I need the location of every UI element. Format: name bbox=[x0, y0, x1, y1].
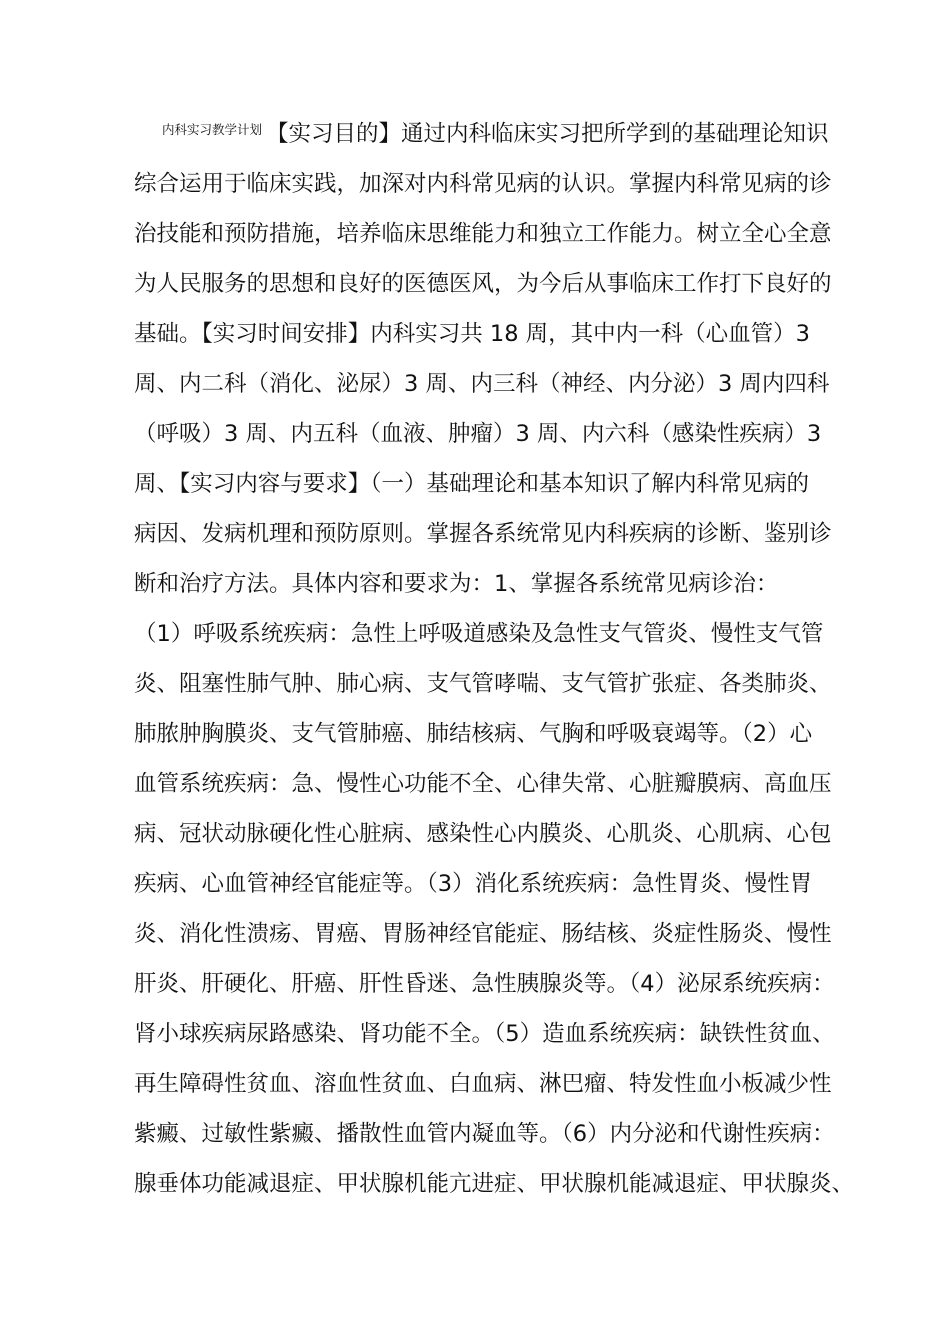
text-line: 综合运用于临床实践，加深对内科常见病的认识。掌握内科常见病的诊 bbox=[134, 171, 832, 197]
document-title: 内科实习教学计划 bbox=[162, 122, 263, 137]
text-line: 治技能和预防措施，培养临床思维能力和独立工作能力。树立全心全意 bbox=[134, 221, 832, 247]
text-line: 炎、消化性溃疡、胃癌、胃肠神经官能症、肠结核、炎症性肠炎、慢性 bbox=[134, 921, 832, 947]
text-line: （呼吸）3 周、内五科（血液、肿瘤）3 周、内六科（感染性疾病）3 bbox=[134, 421, 822, 447]
text-line: 基础。【实习时间安排】内科实习共 18 周，其中内一科（心血管）3 bbox=[134, 321, 811, 347]
text-line: 病因、发病机理和预防原则。掌握各系统常见内科疾病的诊断、鉴别诊 bbox=[134, 521, 832, 547]
text-line: 肾小球疾病尿路感染、肾功能不全。（5）造血系统疾病：缺铁性贫血、 bbox=[134, 1021, 835, 1047]
text-line: 炎、阻塞性肺气肿、肺心病、支气管哮喘、支气管扩张症、各类肺炎、 bbox=[134, 671, 832, 697]
text-line bbox=[162, 109, 862, 159]
text-line: （1）呼吸系统疾病：急性上呼吸道感染及急性支气管炎、慢性支气管 bbox=[134, 621, 824, 647]
text-line: 肝炎、肝硬化、肝癌、肝性昏迷、急性胰腺炎等。（4）泌尿系统疾病： bbox=[134, 971, 835, 997]
text-line: 周、内二科（消化、泌尿）3 周、内三科（神经、内分泌）3 周内四科 bbox=[134, 371, 830, 397]
text-line: 断和治疗方法。具体内容和要求为：1、掌握各系统常见病诊治： bbox=[134, 571, 779, 597]
text-line: 肺脓肿胸膜炎、支气管肺癌、肺结核病、气胸和呼吸衰竭等。（2）心 bbox=[134, 721, 813, 747]
text-line: 病、冠状动脉硬化性心脏病、感染性心内膜炎、心肌炎、心肌病、心包 bbox=[134, 821, 832, 847]
text-line: 紫癜、过敏性紫癜、播散性血管内凝血等。（6）内分泌和代谢性疾病： bbox=[134, 1121, 835, 1147]
text-line: 疾病、心血管神经官能症等。（3）消化系统疾病：急性胃炎、慢性胃 bbox=[134, 871, 813, 897]
text-line: 再生障碍性贫血、溶血性贫血、白血病、淋巴瘤、特发性血小板减少性 bbox=[134, 1071, 832, 1097]
line-text: 【实习目的】通过内科临床实习把所学到的基础理论知识 bbox=[266, 121, 829, 147]
text-line: 腺垂体功能减退症、甲状腺机能亢进症、甲状腺机能减退症、甲状腺炎、 bbox=[134, 1171, 855, 1197]
text-line: 周、【实习内容与要求】（一）基础理论和基本知识了解内科常见病的 bbox=[134, 471, 810, 497]
text-line: 为人民服务的思想和良好的医德医风，为今后从事临床工作打下良好的 bbox=[134, 271, 832, 297]
text-line: 血管系统疾病：急、慢性心功能不全、心律失常、心脏瓣膜病、高血压 bbox=[134, 771, 832, 797]
